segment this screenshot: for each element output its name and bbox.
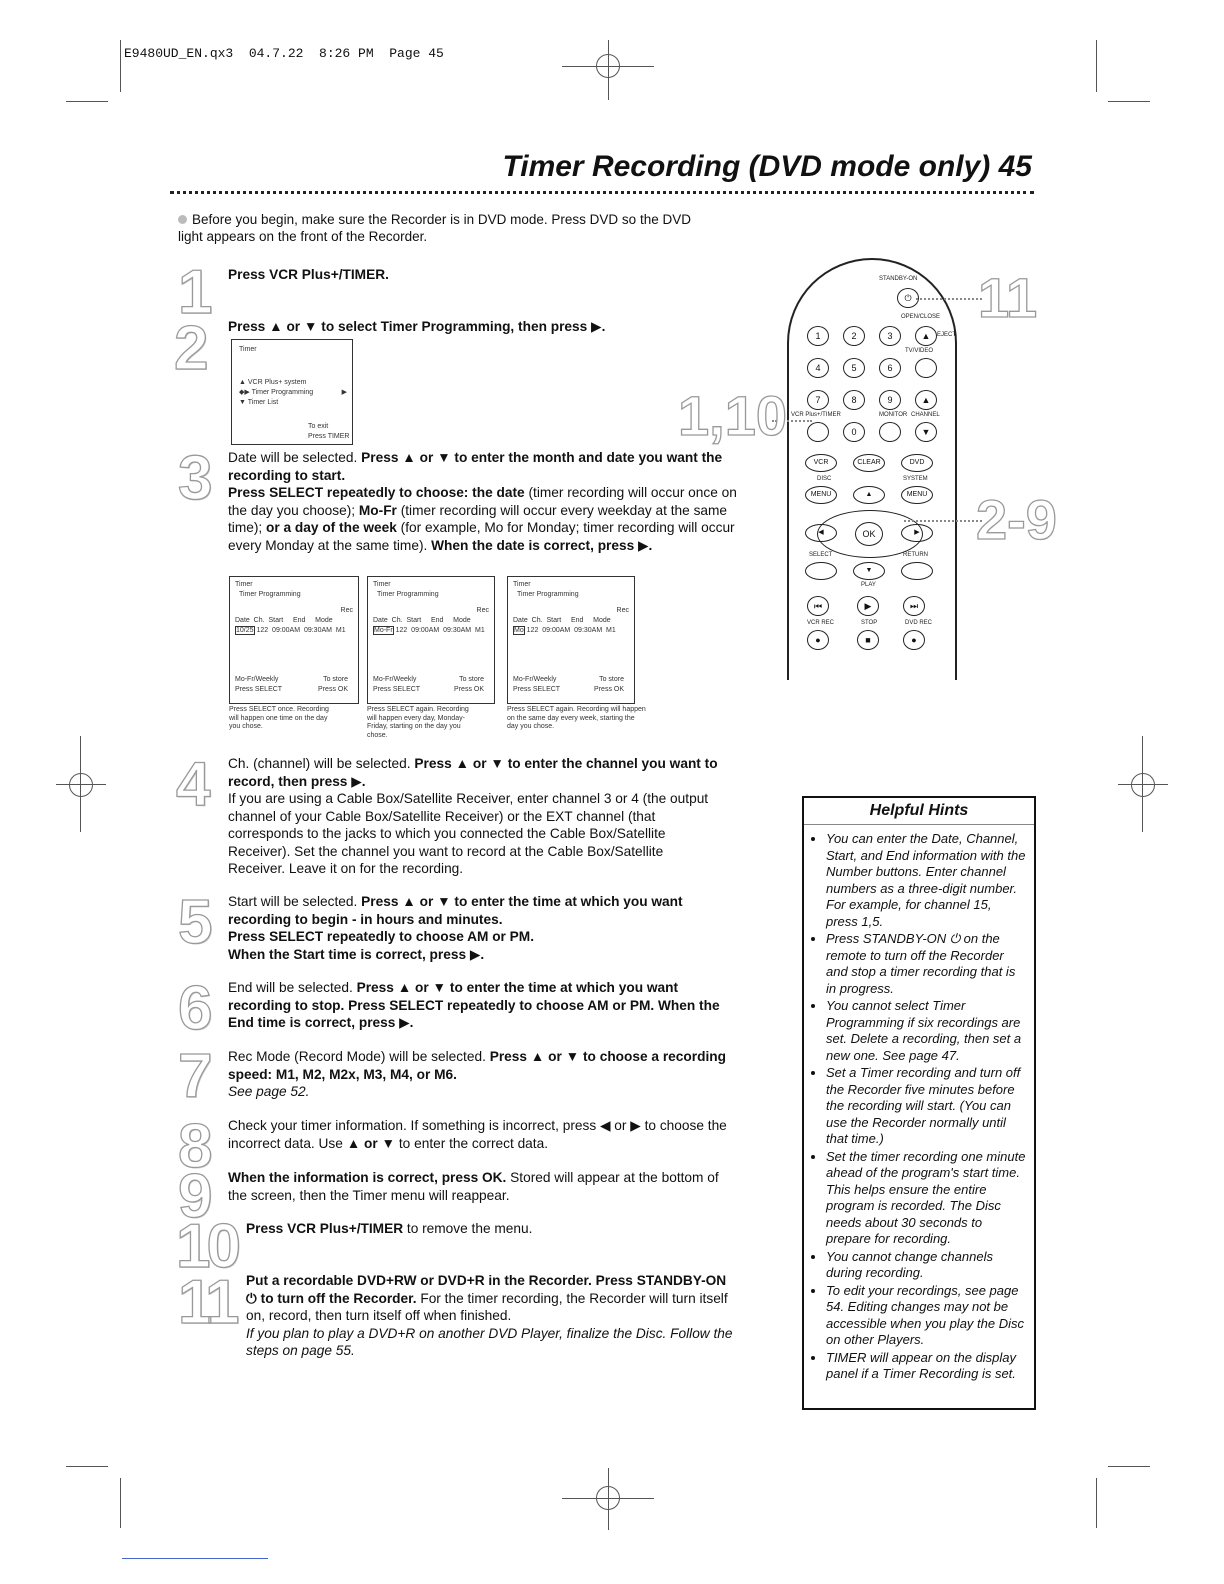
- file-slug: E9480UD_EN.qx3 04.7.22 8:26 PM Page 45: [124, 46, 444, 61]
- digit-7-button[interactable]: 7: [807, 390, 829, 410]
- disc-menu-button[interactable]: MENU: [805, 486, 837, 504]
- crop-mark: [66, 1466, 108, 1467]
- previous-button[interactable]: ⏮: [807, 596, 829, 616]
- step-5: Start will be selected. Press ▲ or ▼ to enter the time at which you want recording to begin - in hours and minutes. Press SELECT repeatedly to choose AM or PM. When the Start time is correct, press ▶.: [228, 894, 683, 962]
- step-1: Press VCR Plus+/TIMER.: [228, 267, 389, 282]
- step-number: 2: [174, 314, 209, 383]
- channel-up-button[interactable]: ▲: [915, 390, 937, 410]
- step-number: 1: [178, 258, 213, 327]
- monitor-button[interactable]: [879, 422, 901, 442]
- screen-caption: Press SELECT again. Recording will happen every day, Monday-Friday, starting on the day you chose.: [367, 706, 469, 739]
- step-number: 5: [178, 888, 213, 957]
- callout-number: 1,10: [678, 384, 787, 447]
- step-9: When the information is correct, press OK. Stored will appear at the bottom of the screen, then the Timer menu will reappear.: [228, 1170, 719, 1203]
- crop-mark: [1096, 1478, 1097, 1528]
- stop-button[interactable]: ■: [857, 630, 879, 650]
- channel-down-button[interactable]: ▼: [915, 422, 937, 442]
- step-4: Ch. (channel) will be selected. Press ▲ or ▼ to enter the channel you want to record, then press ▶. If you are using a Cable Box/Satellite Receiver, enter channel 3 or 4 (the output channel of your Cable Box/Satellite Receiver) or the EXT channel (that corresponds to the jacks to which you connected the Cable Box/Satellite Receiver). Set the channel you want to record at the Cable Box/Satellite Receiver. Leave it on for the recording.: [228, 756, 718, 876]
- right-arrow-button[interactable]: ▶: [901, 524, 933, 542]
- crop-mark: [1108, 101, 1150, 102]
- crop-mark: [1096, 40, 1097, 92]
- step-11: Put a recordable DVD+RW or DVD+R in the Recorder. Press STANDBY-ON ⏻ to turn off the Recorder. For the timer recording, the Recorder will turn itself on, record, then turn itself off when finished. If you plan to play a DVD+R on another DVD Player, finalize the Disc. Follow the steps on page 55.: [246, 1273, 733, 1358]
- hint-item: • Press STANDBY-ON ⏻ on the remote to turn off the Recorder and stop a timer recording that is in progress.: [826, 931, 1026, 997]
- hint-item: • You cannot change channels during recording.: [826, 1249, 1026, 1282]
- open-close-button[interactable]: ▲: [915, 326, 937, 346]
- digit-9-button[interactable]: 9: [879, 390, 901, 410]
- ok-button[interactable]: OK: [855, 522, 883, 546]
- crop-mark: [66, 101, 108, 102]
- intro-text: Before you begin, make sure the Recorder is in DVD mode. Press DVD so the DVD light appears on the front of the Recorder.: [178, 212, 691, 244]
- digit-2-button[interactable]: 2: [843, 326, 865, 346]
- remote-control: STANDBY-ON ⏻ OPEN/CLOSE 1 2 3 ▲ EJECT TV/VIDEO 4 5 6 7 8 9 ▲ VCR Plus+/TIMER MONITOR CHANNEL 0 ▼ VCR CLEAR DVD DISC SYSTEM MENU ▲ MENU ◀ OK ▶ SELECT RETURN ▼ PLAY ⏮ ▶ ⏭ VCR REC STOP DVD REC ● ■ ●: [783, 258, 959, 658]
- vcr-plus-timer-button[interactable]: [807, 422, 829, 442]
- hint-item: • To edit your recordings, see page 54. Editing changes may not be accessible when you play the Disc on other Players.: [826, 1283, 1026, 1349]
- tv-video-button[interactable]: [915, 358, 937, 378]
- step-number: 3: [178, 444, 213, 513]
- clear-button[interactable]: CLEAR: [853, 454, 885, 472]
- crop-mark: [120, 1478, 121, 1528]
- bullet-icon: [178, 215, 187, 224]
- screen-caption: Press SELECT once. Recording will happen one time on the day you chose.: [229, 706, 329, 730]
- hint-item: • Set the timer recording one minute ahead of the program's start time. This helps ensure the entire program is recorded. The Disc needs about 30 seconds to prepare for recording.: [826, 1149, 1026, 1248]
- step-6: End will be selected. Press ▲ or ▼ to enter the time at which you want recording to stop. Press SELECT repeatedly to choose AM or PM. When the End time is correct, press ▶.: [228, 980, 720, 1030]
- step-7: Rec Mode (Record Mode) will be selected. Press ▲ or ▼ to choose a recording speed: M1, M2, M2x, M3, M4, or M6. See page 52.: [228, 1049, 726, 1099]
- timer-programming-screen: Timer Timer Programming Rec Date Ch. Start End Mode Mo 122 09:00AM 09:30AM M1 Mo-Fr/Weekly To store Press SELECT Press OK: [507, 576, 635, 704]
- registration-circle: [596, 1486, 620, 1510]
- digit-3-button[interactable]: 3: [879, 326, 901, 346]
- helpful-hints-box: [802, 796, 1036, 1410]
- hint-item: • Set a Timer recording and turn off the Recorder five minutes before the recording will start. (You can use the Recorder normally until that time.): [826, 1065, 1026, 1148]
- callout-number: 2-9: [976, 488, 1057, 551]
- crop-mark: [1108, 1466, 1150, 1467]
- step-number: 10: [176, 1212, 237, 1281]
- digit-8-button[interactable]: 8: [843, 390, 865, 410]
- page-title: Timer Recording (DVD mode only) 45: [502, 150, 1032, 183]
- down-arrow-button[interactable]: ▼: [853, 562, 885, 580]
- next-button[interactable]: ⏭: [903, 596, 925, 616]
- timer-programming-screen: Timer Timer Programming Rec Date Ch. Start End Mode Mo-Fr 122 09:00AM 09:30AM M1 Mo-Fr/Weekly To store Press SELECT Press OK: [367, 576, 495, 704]
- digit-0-button[interactable]: 0: [843, 422, 865, 442]
- digit-5-button[interactable]: 5: [843, 358, 865, 378]
- hint-item: • You cannot select Timer Programming if six recordings are set. Delete a recording, then set a new one. See page 47.: [826, 998, 1026, 1064]
- digit-6-button[interactable]: 6: [879, 358, 901, 378]
- dvd-rec-button[interactable]: ●: [903, 630, 925, 650]
- step-2: Press ▲ or ▼ to select Timer Programming, then press ▶.: [228, 319, 606, 334]
- callout-number: 11: [978, 266, 1038, 329]
- vcr-rec-button[interactable]: ●: [807, 630, 829, 650]
- left-arrow-button[interactable]: ◀: [805, 524, 837, 542]
- vcr-button[interactable]: VCR: [805, 454, 837, 472]
- return-button[interactable]: [901, 562, 933, 580]
- title-rule: [170, 191, 1034, 194]
- registration-circle: [69, 773, 93, 797]
- play-button[interactable]: ▶: [857, 596, 879, 616]
- timer-programming-screen: Timer Timer Programming Rec Date Ch. Start End Mode 10/25 122 09:00AM 09:30AM M1 Mo-Fr/Weekly To store Press SELECT Press OK: [229, 576, 359, 704]
- step-number: 4: [176, 750, 211, 819]
- footer-rule: [122, 1558, 268, 1559]
- system-menu-button[interactable]: MENU: [901, 486, 933, 504]
- step-number: 11: [178, 1268, 236, 1337]
- hint-item: • TIMER will appear on the display panel if a Timer Recording is set.: [826, 1350, 1026, 1383]
- hint-item: • You can enter the Date, Channel, Start, and End information with the Number buttons. Enter channel numbers as a three-digit number. For example, for channel 15, press 1,5.: [826, 831, 1026, 930]
- timer-menu-screen: Timer ▲ VCR Plus+ system ◆▶ Timer Programming ▶ ▼ Timer List To exit Press TIMER: [231, 339, 353, 445]
- digit-4-button[interactable]: 4: [807, 358, 829, 378]
- standby-button[interactable]: ⏻: [897, 288, 919, 308]
- registration-circle: [596, 54, 620, 78]
- crop-mark: [120, 40, 121, 92]
- hints-list: [804, 831, 1034, 1383]
- step-8: Check your timer information. If something is incorrect, press ◀ or ▶ to choose the incorrect data. Use ▲ or ▼ to enter the correct data.: [228, 1118, 727, 1151]
- screen-caption: Press SELECT again. Recording will happen on the same day every week, starting the day you chose.: [507, 706, 646, 730]
- callout-line: [916, 298, 982, 300]
- step-3: Date will be selected. Press ▲ or ▼ to enter the month and date you want the recording to start. Press SELECT repeatedly to choose: the date (timer recording will occur once on the day you choose); Mo-Fr (timer recording will occur every weekday at the same time); or a day of the week (for example, Mo for Monday; timer recording will occur every Monday at the same time). When the date is correct, press ▶.: [228, 450, 737, 553]
- callout-line: [904, 520, 982, 522]
- registration-circle: [1131, 773, 1155, 797]
- digit-1-button[interactable]: 1: [807, 326, 829, 346]
- step-10: Press VCR Plus+/TIMER to remove the menu.: [246, 1221, 533, 1236]
- dvd-button[interactable]: DVD: [901, 454, 933, 472]
- step-number: 7: [178, 1042, 213, 1111]
- up-arrow-button[interactable]: ▲: [853, 486, 885, 504]
- step-number: 9: [178, 1162, 213, 1231]
- step-number: 8: [178, 1112, 213, 1181]
- helpful-hints-title: Helpful Hints: [804, 798, 1034, 825]
- step-number: 6: [178, 974, 213, 1043]
- select-button[interactable]: [805, 562, 837, 580]
